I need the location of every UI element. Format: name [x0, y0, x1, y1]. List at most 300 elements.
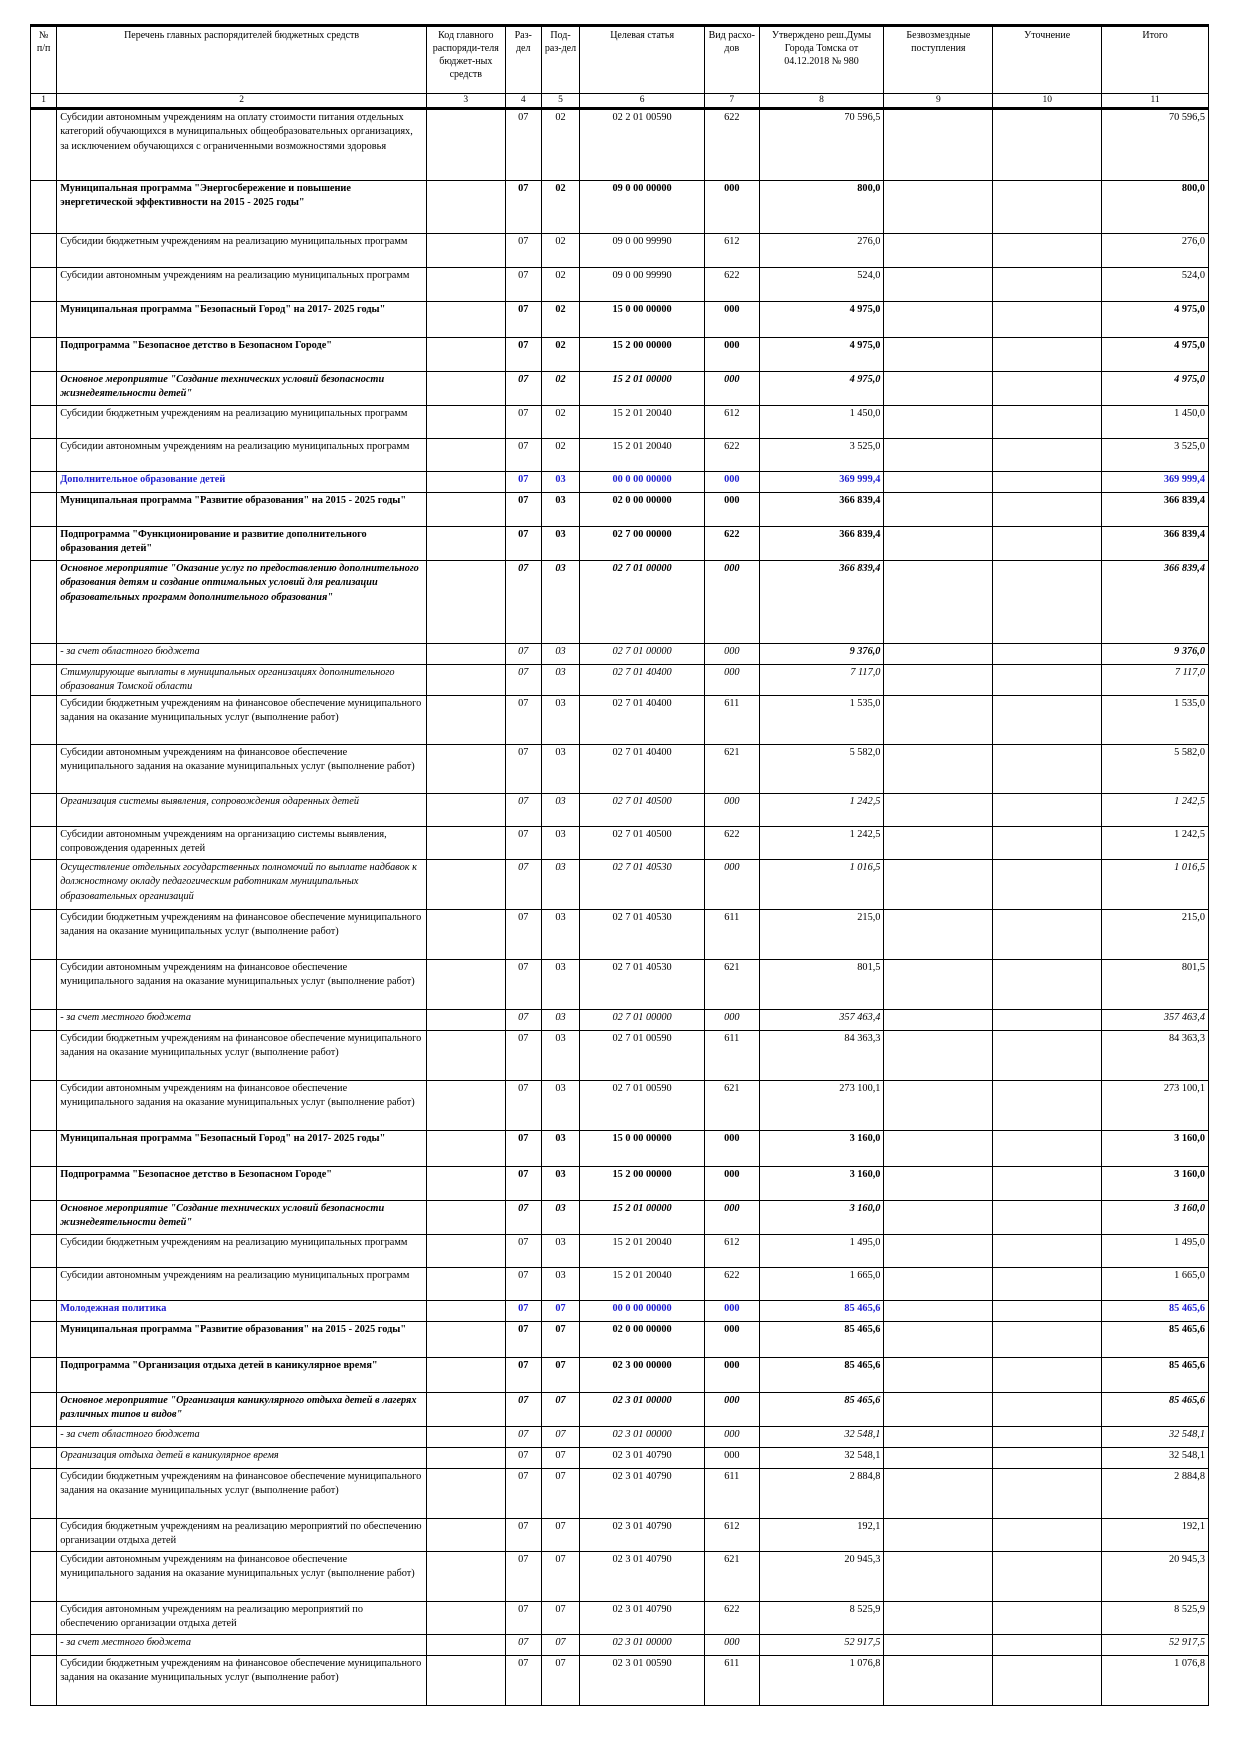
row-number-cell — [31, 1200, 57, 1234]
subsection-cell: 02 — [541, 109, 579, 181]
section-cell: 07 — [505, 1447, 541, 1468]
subsection-cell: 07 — [541, 1634, 579, 1655]
total-amount-cell: 3 525,0 — [1102, 439, 1209, 472]
total-amount-cell: 8 525,9 — [1102, 1601, 1209, 1634]
header-expense-type: Вид расхо-дов — [705, 26, 759, 94]
subsection-cell: 02 — [541, 439, 579, 472]
subsection-cell: 03 — [541, 1200, 579, 1234]
manager-code-cell — [427, 561, 506, 644]
adjustment-cell — [993, 665, 1102, 696]
total-amount-cell: 1 665,0 — [1102, 1267, 1209, 1300]
total-amount-cell: 32 548,1 — [1102, 1426, 1209, 1447]
manager-code-cell — [427, 1080, 506, 1130]
grants-cell — [884, 1009, 993, 1030]
manager-code-cell — [427, 644, 506, 665]
approved-amount-cell: 1 242,5 — [759, 826, 884, 859]
section-cell: 07 — [505, 1518, 541, 1551]
total-amount-cell: 192,1 — [1102, 1518, 1209, 1551]
row-number-cell — [31, 527, 57, 561]
subsection-cell: 03 — [541, 1267, 579, 1300]
adjustment-cell — [993, 1655, 1102, 1705]
total-amount-cell: 366 839,4 — [1102, 561, 1209, 644]
subsection-cell: 07 — [541, 1468, 579, 1518]
item-name-cell: Субсидии автономным учреждениям на организацию системы выявления, сопровождения одаренных детей — [57, 826, 427, 859]
approved-amount-cell: 20 945,3 — [759, 1551, 884, 1601]
expense-type-cell: 612 — [705, 406, 759, 439]
approved-amount-cell: 1 016,5 — [759, 859, 884, 909]
grants-cell — [884, 234, 993, 268]
target-article-cell: 02 7 01 40400 — [580, 665, 705, 696]
row-number-cell — [31, 561, 57, 644]
target-article-cell: 02 7 01 40400 — [580, 744, 705, 793]
item-name-cell: Субсидии бюджетным учреждениям на финансовое обеспечение муниципального задания на оказание муниципальных услуг (выполнение работ) — [57, 1655, 427, 1705]
total-amount-cell: 273 100,1 — [1102, 1080, 1209, 1130]
adjustment-cell — [993, 338, 1102, 372]
item-name-cell: - за счет местного бюджета — [57, 1634, 427, 1655]
table-row — [31, 1166, 1209, 1200]
item-name-cell: Субсидии автономным учреждениям на реализацию муниципальных программ — [57, 268, 427, 302]
total-amount-cell: 85 465,6 — [1102, 1321, 1209, 1357]
row-number-cell — [31, 1267, 57, 1300]
section-cell: 07 — [505, 744, 541, 793]
section-cell: 07 — [505, 1357, 541, 1392]
item-name-cell: Муниципальная программа "Безопасный Город" на 2017- 2025 годы" — [57, 302, 427, 338]
table-row — [31, 1468, 1209, 1518]
expense-type-cell: 000 — [705, 372, 759, 406]
column-number: 9 — [884, 94, 993, 109]
grants-cell — [884, 472, 993, 493]
total-amount-cell: 4 975,0 — [1102, 302, 1209, 338]
manager-code-cell — [427, 695, 506, 744]
total-amount-cell: 52 917,5 — [1102, 1634, 1209, 1655]
target-article-cell: 15 2 01 20040 — [580, 406, 705, 439]
table-row — [31, 793, 1209, 826]
manager-code-cell — [427, 959, 506, 1009]
expense-type-cell: 000 — [705, 793, 759, 826]
target-article-cell: 02 3 01 40790 — [580, 1601, 705, 1634]
table-row — [31, 268, 1209, 302]
expense-type-cell: 611 — [705, 695, 759, 744]
manager-code-cell — [427, 1267, 506, 1300]
subsection-cell: 03 — [541, 1080, 579, 1130]
item-name-cell: Основное мероприятие "Создание технических условий безопасности жизнедеятельности детей" — [57, 1200, 427, 1234]
subsection-cell: 03 — [541, 561, 579, 644]
total-amount-cell: 1 450,0 — [1102, 406, 1209, 439]
row-number-cell — [31, 1080, 57, 1130]
manager-code-cell — [427, 1030, 506, 1080]
approved-amount-cell: 7 117,0 — [759, 665, 884, 696]
total-amount-cell: 4 975,0 — [1102, 372, 1209, 406]
approved-amount-cell: 357 463,4 — [759, 1009, 884, 1030]
table-row — [31, 439, 1209, 472]
grants-cell — [884, 338, 993, 372]
adjustment-cell — [993, 959, 1102, 1009]
grants-cell — [884, 527, 993, 561]
adjustment-cell — [993, 1518, 1102, 1551]
item-name-cell: Субсидии бюджетным учреждениям на реализацию муниципальных программ — [57, 406, 427, 439]
item-name-cell: Осуществление отдельных государственных полномочий по выплате надбавок к должностному окладу педагогическим работникам муниципальных образовательных организаций — [57, 859, 427, 909]
adjustment-cell — [993, 1009, 1102, 1030]
subsection-cell: 07 — [541, 1357, 579, 1392]
item-name-cell: Субсидия автономным учреждениям на реализацию мероприятий по обеспечению организации отдыха детей — [57, 1601, 427, 1634]
table-row — [31, 1357, 1209, 1392]
target-article-cell: 00 0 00 00000 — [580, 1300, 705, 1321]
expense-type-cell: 622 — [705, 826, 759, 859]
approved-amount-cell: 3 525,0 — [759, 439, 884, 472]
approved-amount-cell: 3 160,0 — [759, 1130, 884, 1166]
row-number-cell — [31, 338, 57, 372]
expense-type-cell: 000 — [705, 665, 759, 696]
target-article-cell: 02 3 01 00000 — [580, 1426, 705, 1447]
adjustment-cell — [993, 1234, 1102, 1267]
section-cell: 07 — [505, 826, 541, 859]
grants-cell — [884, 1447, 993, 1468]
section-cell: 07 — [505, 1200, 541, 1234]
expense-type-cell: 000 — [705, 561, 759, 644]
section-cell: 07 — [505, 859, 541, 909]
row-number-cell — [31, 959, 57, 1009]
table-row — [31, 181, 1209, 234]
adjustment-cell — [993, 1357, 1102, 1392]
table-row — [31, 1080, 1209, 1130]
adjustment-cell — [993, 826, 1102, 859]
target-article-cell: 02 3 01 00590 — [580, 1655, 705, 1705]
section-cell: 07 — [505, 1468, 541, 1518]
manager-code-cell — [427, 1634, 506, 1655]
target-article-cell: 02 7 01 00590 — [580, 1030, 705, 1080]
section-cell: 07 — [505, 1300, 541, 1321]
column-number: 3 — [427, 94, 506, 109]
table-row — [31, 665, 1209, 696]
header-adjustment: Уточнение — [993, 26, 1102, 94]
adjustment-cell — [993, 859, 1102, 909]
total-amount-cell: 366 839,4 — [1102, 527, 1209, 561]
target-article-cell: 02 7 01 00000 — [580, 644, 705, 665]
subsection-cell: 03 — [541, 1234, 579, 1267]
expense-type-cell: 611 — [705, 1030, 759, 1080]
section-cell: 07 — [505, 959, 541, 1009]
column-number: 10 — [993, 94, 1102, 109]
row-number-cell — [31, 372, 57, 406]
row-number-cell — [31, 826, 57, 859]
adjustment-cell — [993, 744, 1102, 793]
manager-code-cell — [427, 1009, 506, 1030]
target-article-cell: 02 3 01 00000 — [580, 1392, 705, 1426]
grants-cell — [884, 109, 993, 181]
manager-code-cell — [427, 1468, 506, 1518]
section-cell: 07 — [505, 1166, 541, 1200]
approved-amount-cell: 70 596,5 — [759, 109, 884, 181]
section-cell: 07 — [505, 302, 541, 338]
subsection-cell: 07 — [541, 1321, 579, 1357]
manager-code-cell — [427, 1518, 506, 1551]
section-cell: 07 — [505, 1267, 541, 1300]
item-name-cell: Субсидии бюджетным учреждениям на финансовое обеспечение муниципального задания на оказание муниципальных услуг (выполнение работ) — [57, 1030, 427, 1080]
section-cell: 07 — [505, 909, 541, 959]
section-cell: 07 — [505, 1030, 541, 1080]
subsection-cell: 07 — [541, 1392, 579, 1426]
section-cell: 07 — [505, 644, 541, 665]
grants-cell — [884, 1551, 993, 1601]
expense-type-cell: 000 — [705, 644, 759, 665]
target-article-cell: 15 0 00 00000 — [580, 1130, 705, 1166]
item-name-cell: Субсидии автономным учреждениям на финансовое обеспечение муниципального задания на оказание муниципальных услуг (выполнение работ) — [57, 744, 427, 793]
approved-amount-cell: 9 376,0 — [759, 644, 884, 665]
target-article-cell: 02 7 01 40530 — [580, 909, 705, 959]
total-amount-cell: 3 160,0 — [1102, 1200, 1209, 1234]
table-row — [31, 1634, 1209, 1655]
section-cell: 07 — [505, 793, 541, 826]
expense-type-cell: 000 — [705, 181, 759, 234]
expense-type-cell: 611 — [705, 1468, 759, 1518]
expense-type-cell: 000 — [705, 472, 759, 493]
approved-amount-cell: 276,0 — [759, 234, 884, 268]
table-row — [31, 1234, 1209, 1267]
manager-code-cell — [427, 909, 506, 959]
approved-amount-cell: 215,0 — [759, 909, 884, 959]
expense-type-cell: 621 — [705, 1080, 759, 1130]
header-number: № п/п — [31, 26, 57, 94]
subsection-cell: 07 — [541, 1426, 579, 1447]
row-number-cell — [31, 859, 57, 909]
expense-type-cell: 000 — [705, 302, 759, 338]
expense-type-cell: 000 — [705, 1300, 759, 1321]
header-name: Перечень главных распорядителей бюджетных средств — [57, 26, 427, 94]
manager-code-cell — [427, 472, 506, 493]
manager-code-cell — [427, 1130, 506, 1166]
manager-code-cell — [427, 1551, 506, 1601]
grants-cell — [884, 493, 993, 527]
row-number-cell — [31, 439, 57, 472]
subsection-cell: 02 — [541, 268, 579, 302]
table-row — [31, 561, 1209, 644]
total-amount-cell: 84 363,3 — [1102, 1030, 1209, 1080]
section-cell: 07 — [505, 268, 541, 302]
manager-code-cell — [427, 826, 506, 859]
adjustment-cell — [993, 695, 1102, 744]
item-name-cell: Субсидия бюджетным учреждениям на реализацию мероприятий по обеспечению организации отдыха детей — [57, 1518, 427, 1551]
table-row — [31, 1518, 1209, 1551]
grants-cell — [884, 1321, 993, 1357]
table-header-row — [31, 26, 1209, 94]
approved-amount-cell: 84 363,3 — [759, 1030, 884, 1080]
total-amount-cell: 4 975,0 — [1102, 338, 1209, 372]
target-article-cell: 15 2 01 00000 — [580, 1200, 705, 1234]
total-amount-cell: 524,0 — [1102, 268, 1209, 302]
grants-cell — [884, 372, 993, 406]
table-row — [31, 1030, 1209, 1080]
subsection-cell: 03 — [541, 1009, 579, 1030]
adjustment-cell — [993, 644, 1102, 665]
table-row — [31, 1601, 1209, 1634]
approved-amount-cell: 1 665,0 — [759, 1267, 884, 1300]
section-cell: 07 — [505, 439, 541, 472]
adjustment-cell — [993, 909, 1102, 959]
section-cell: 07 — [505, 372, 541, 406]
adjustment-cell — [993, 439, 1102, 472]
total-amount-cell: 32 548,1 — [1102, 1447, 1209, 1468]
grants-cell — [884, 1267, 993, 1300]
subsection-cell: 07 — [541, 1300, 579, 1321]
total-amount-cell: 1 016,5 — [1102, 859, 1209, 909]
subsection-cell: 03 — [541, 644, 579, 665]
subsection-cell: 02 — [541, 302, 579, 338]
row-number-cell — [31, 665, 57, 696]
column-number: 1 — [31, 94, 57, 109]
column-number: 11 — [1102, 94, 1209, 109]
total-amount-cell: 2 884,8 — [1102, 1468, 1209, 1518]
adjustment-cell — [993, 1166, 1102, 1200]
section-cell: 07 — [505, 1655, 541, 1705]
subsection-cell: 07 — [541, 1655, 579, 1705]
row-number-cell — [31, 1300, 57, 1321]
target-article-cell: 02 7 01 40530 — [580, 959, 705, 1009]
header-total: Итого — [1102, 26, 1209, 94]
table-row — [31, 1300, 1209, 1321]
table-row — [31, 302, 1209, 338]
expense-type-cell: 612 — [705, 1518, 759, 1551]
target-article-cell: 02 3 01 40790 — [580, 1447, 705, 1468]
table-row — [31, 1009, 1209, 1030]
row-number-cell — [31, 1009, 57, 1030]
item-name-cell: Основное мероприятие "Оказание услуг по предоставлению дополнительного образования детям и создание оптимальных условий для реализации образовательных программ дополнительного образования" — [57, 561, 427, 644]
adjustment-cell — [993, 1080, 1102, 1130]
expense-type-cell: 621 — [705, 959, 759, 1009]
table-row — [31, 472, 1209, 493]
target-article-cell: 02 7 01 40500 — [580, 793, 705, 826]
subsection-cell: 07 — [541, 1518, 579, 1551]
subsection-cell: 02 — [541, 406, 579, 439]
target-article-cell: 15 2 00 00000 — [580, 338, 705, 372]
table-row — [31, 527, 1209, 561]
item-name-cell: Подпрограмма "Безопасное детство в Безопасном Городе" — [57, 1166, 427, 1200]
table-body — [31, 109, 1209, 1706]
row-number-cell — [31, 1166, 57, 1200]
expense-type-cell: 622 — [705, 439, 759, 472]
adjustment-cell — [993, 472, 1102, 493]
subsection-cell: 03 — [541, 793, 579, 826]
total-amount-cell: 801,5 — [1102, 959, 1209, 1009]
target-article-cell: 02 3 01 40790 — [580, 1551, 705, 1601]
approved-amount-cell: 1 076,8 — [759, 1655, 884, 1705]
total-amount-cell: 1 535,0 — [1102, 695, 1209, 744]
subsection-cell: 03 — [541, 1130, 579, 1166]
grants-cell — [884, 644, 993, 665]
grants-cell — [884, 826, 993, 859]
table-row — [31, 909, 1209, 959]
grants-cell — [884, 1601, 993, 1634]
target-article-cell: 15 2 01 20040 — [580, 439, 705, 472]
item-name-cell: Субсидии бюджетным учреждениям на реализацию муниципальных программ — [57, 234, 427, 268]
column-number: 2 — [57, 94, 427, 109]
section-cell: 07 — [505, 1321, 541, 1357]
approved-amount-cell: 3 160,0 — [759, 1166, 884, 1200]
row-number-cell — [31, 1518, 57, 1551]
target-article-cell: 02 7 01 00000 — [580, 1009, 705, 1030]
item-name-cell: Субсидии автономным учреждениям на реализацию муниципальных программ — [57, 439, 427, 472]
target-article-cell: 02 7 01 40500 — [580, 826, 705, 859]
subsection-cell: 07 — [541, 1447, 579, 1468]
row-number-cell — [31, 695, 57, 744]
expense-type-cell: 622 — [705, 1601, 759, 1634]
manager-code-cell — [427, 744, 506, 793]
table-row — [31, 826, 1209, 859]
table-row — [31, 1655, 1209, 1705]
adjustment-cell — [993, 268, 1102, 302]
section-cell: 07 — [505, 493, 541, 527]
table-row — [31, 338, 1209, 372]
item-name-cell: Субсидии бюджетным учреждениям на финансовое обеспечение муниципального задания на оказание муниципальных услуг (выполнение работ) — [57, 909, 427, 959]
table-row — [31, 406, 1209, 439]
header-approved: Утверждено реш.Думы Города Томска от 04.12.2018 № 980 — [759, 26, 884, 94]
adjustment-cell — [993, 109, 1102, 181]
section-cell: 07 — [505, 406, 541, 439]
approved-amount-cell: 366 839,4 — [759, 493, 884, 527]
item-name-cell: Субсидии автономным учреждениям на финансовое обеспечение муниципального задания на оказание муниципальных услуг (выполнение работ) — [57, 1080, 427, 1130]
subsection-cell: 03 — [541, 909, 579, 959]
adjustment-cell — [993, 234, 1102, 268]
approved-amount-cell: 801,5 — [759, 959, 884, 1009]
approved-amount-cell: 32 548,1 — [759, 1426, 884, 1447]
grants-cell — [884, 665, 993, 696]
item-name-cell: Организация системы выявления, сопровождения одаренных детей — [57, 793, 427, 826]
total-amount-cell: 1 076,8 — [1102, 1655, 1209, 1705]
approved-amount-cell: 4 975,0 — [759, 302, 884, 338]
table-row — [31, 234, 1209, 268]
row-number-cell — [31, 493, 57, 527]
column-number: 7 — [705, 94, 759, 109]
total-amount-cell: 3 160,0 — [1102, 1166, 1209, 1200]
total-amount-cell: 1 242,5 — [1102, 826, 1209, 859]
row-number-cell — [31, 644, 57, 665]
subsection-cell: 02 — [541, 181, 579, 234]
row-number-cell — [31, 744, 57, 793]
manager-code-cell — [427, 527, 506, 561]
section-cell: 07 — [505, 1426, 541, 1447]
adjustment-cell — [993, 1267, 1102, 1300]
target-article-cell: 02 7 00 00000 — [580, 527, 705, 561]
target-article-cell: 02 7 01 40400 — [580, 695, 705, 744]
section-cell: 07 — [505, 472, 541, 493]
total-amount-cell: 215,0 — [1102, 909, 1209, 959]
section-cell: 07 — [505, 527, 541, 561]
adjustment-cell — [993, 1468, 1102, 1518]
approved-amount-cell: 85 465,6 — [759, 1392, 884, 1426]
table-row — [31, 644, 1209, 665]
total-amount-cell: 70 596,5 — [1102, 109, 1209, 181]
target-article-cell: 15 2 01 00000 — [580, 372, 705, 406]
approved-amount-cell: 4 975,0 — [759, 372, 884, 406]
total-amount-cell: 276,0 — [1102, 234, 1209, 268]
total-amount-cell: 800,0 — [1102, 181, 1209, 234]
target-article-cell: 02 3 01 00000 — [580, 1634, 705, 1655]
adjustment-cell — [993, 372, 1102, 406]
target-article-cell: 15 2 01 20040 — [580, 1267, 705, 1300]
table-row — [31, 1392, 1209, 1426]
section-cell: 07 — [505, 1234, 541, 1267]
adjustment-cell — [993, 1200, 1102, 1234]
row-number-cell — [31, 1447, 57, 1468]
item-name-cell: Молодежная политика — [57, 1300, 427, 1321]
grants-cell — [884, 1426, 993, 1447]
expense-type-cell: 622 — [705, 527, 759, 561]
manager-code-cell — [427, 1655, 506, 1705]
approved-amount-cell: 1 450,0 — [759, 406, 884, 439]
row-number-cell — [31, 181, 57, 234]
grants-cell — [884, 181, 993, 234]
approved-amount-cell: 52 917,5 — [759, 1634, 884, 1655]
approved-amount-cell: 85 465,6 — [759, 1300, 884, 1321]
